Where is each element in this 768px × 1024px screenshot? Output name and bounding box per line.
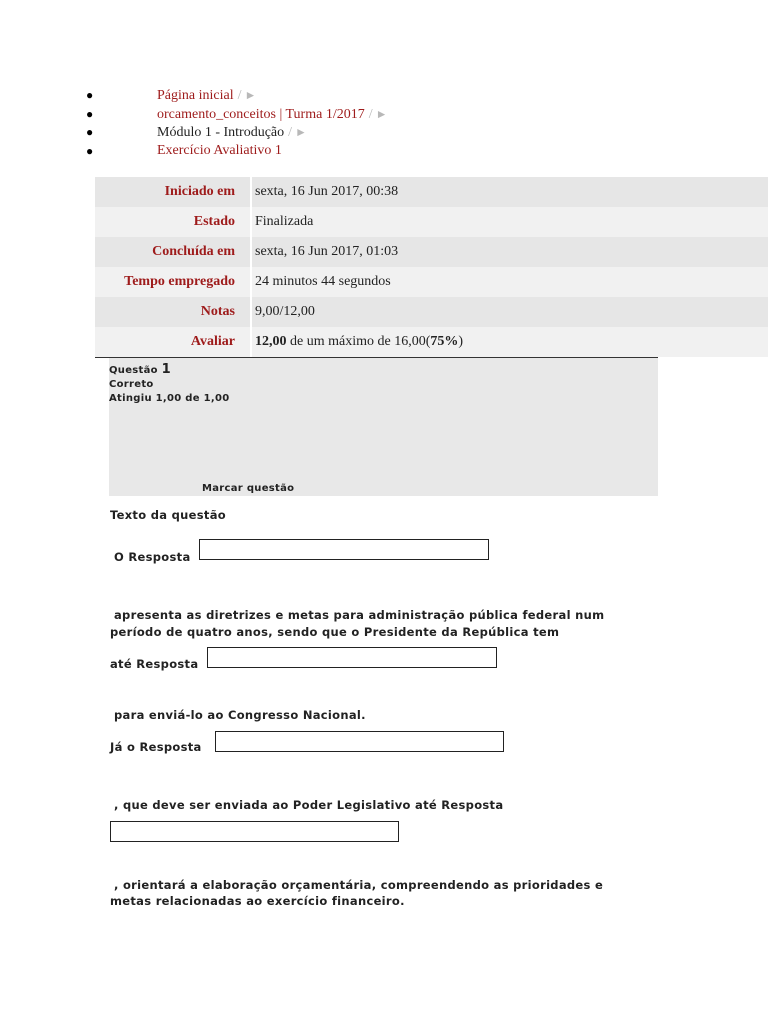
question-text-part: , orientará a elaboração orçamentária, compreendendo as prioridades e (114, 878, 604, 892)
bullet-icon: ● (86, 88, 94, 102)
summary-row-state (95, 207, 768, 237)
summary-label: Iniciado em (95, 177, 251, 207)
grade-percent: 75% (430, 334, 459, 349)
summary-grade-value (251, 327, 768, 357)
summary-label: Tempo empregado (95, 267, 251, 297)
answer-field-2[interactable] (207, 647, 497, 668)
grade-middle: de um máximo de 16,00( (286, 334, 431, 349)
summary-value: 24 minutos 44 segundos (251, 267, 768, 297)
arrow-right-icon: ► (295, 125, 307, 139)
arrow-right-icon: ► (375, 106, 388, 121)
question-text-part: O Resposta (114, 550, 191, 564)
summary-value: 9,00/12,00 (251, 297, 768, 327)
breadcrumb-link-home[interactable]: Página inicial (157, 88, 234, 103)
breadcrumb-separator: / (288, 125, 293, 140)
bullet-icon: ● (86, 125, 94, 139)
question-text-part: , que deve ser enviada ao Poder Legislativo até Resposta (114, 798, 504, 812)
summary-row-started (95, 177, 768, 207)
question-text-part: apresenta as diretrizes e metas para administração pública federal num (114, 608, 605, 622)
summary-label: Avaliar (95, 327, 251, 357)
summary-value: sexta, 16 Jun 2017, 01:03 (251, 237, 768, 267)
question-text-heading: Texto da questão (110, 508, 226, 522)
arrow-right-icon: ► (244, 88, 257, 102)
breadcrumb-text-module: Módulo 1 - Introdução (157, 125, 285, 140)
question-number-value: 1 (161, 362, 172, 377)
breadcrumb-item-quiz (0, 142, 768, 161)
breadcrumb-separator: / (237, 88, 242, 103)
answer-field-1[interactable] (199, 539, 489, 560)
answer-field-4[interactable] (110, 821, 399, 842)
summary-value: Finalizada (251, 207, 768, 237)
summary-label: Notas (95, 297, 251, 327)
breadcrumb-item-home (0, 86, 768, 105)
question-text-part: Já o Resposta (110, 740, 202, 754)
summary-label: Concluída em (95, 237, 251, 267)
answer-field-3[interactable] (215, 731, 504, 752)
summary-row-completed (95, 237, 768, 267)
bullet-icon: ● (86, 106, 94, 121)
breadcrumb-item-course (0, 105, 768, 124)
bullet-icon: ● (86, 143, 94, 158)
summary-value: sexta, 16 Jun 2017, 00:38 (251, 177, 768, 207)
breadcrumb-separator: / (368, 106, 373, 122)
question-info-panel (109, 358, 658, 496)
breadcrumb (0, 86, 768, 160)
question-text-part: até Resposta (110, 657, 199, 671)
question-state: Correto (109, 379, 154, 390)
breadcrumb-item-module (0, 123, 768, 142)
question-number (109, 362, 171, 377)
question-text-part: para enviá-lo ao Congresso Nacional. (114, 708, 366, 722)
summary-row-grade (95, 327, 768, 357)
grade-score: 12,00 (255, 334, 287, 349)
question-prefix: Questão (109, 365, 158, 376)
breadcrumb-link-quiz[interactable]: Exercício Avaliativo 1 (157, 142, 282, 158)
summary-label: Estado (95, 207, 251, 237)
summary-row-marks (95, 297, 768, 327)
flag-question-link[interactable]: Marcar questão (202, 483, 295, 494)
breadcrumb-link-course[interactable]: orcamento_conceitos | Turma 1/2017 (157, 106, 365, 122)
question-grade: Atingiu 1,00 de 1,00 (109, 393, 230, 404)
question-text-part: metas relacionadas ao exercício financeiro. (110, 894, 405, 908)
question-text-part: período de quatro anos, sendo que o Presidente da República tem (110, 625, 560, 639)
summary-row-time-taken (95, 267, 768, 297)
attempt-summary-table (95, 177, 768, 357)
grade-end: ) (458, 334, 464, 349)
